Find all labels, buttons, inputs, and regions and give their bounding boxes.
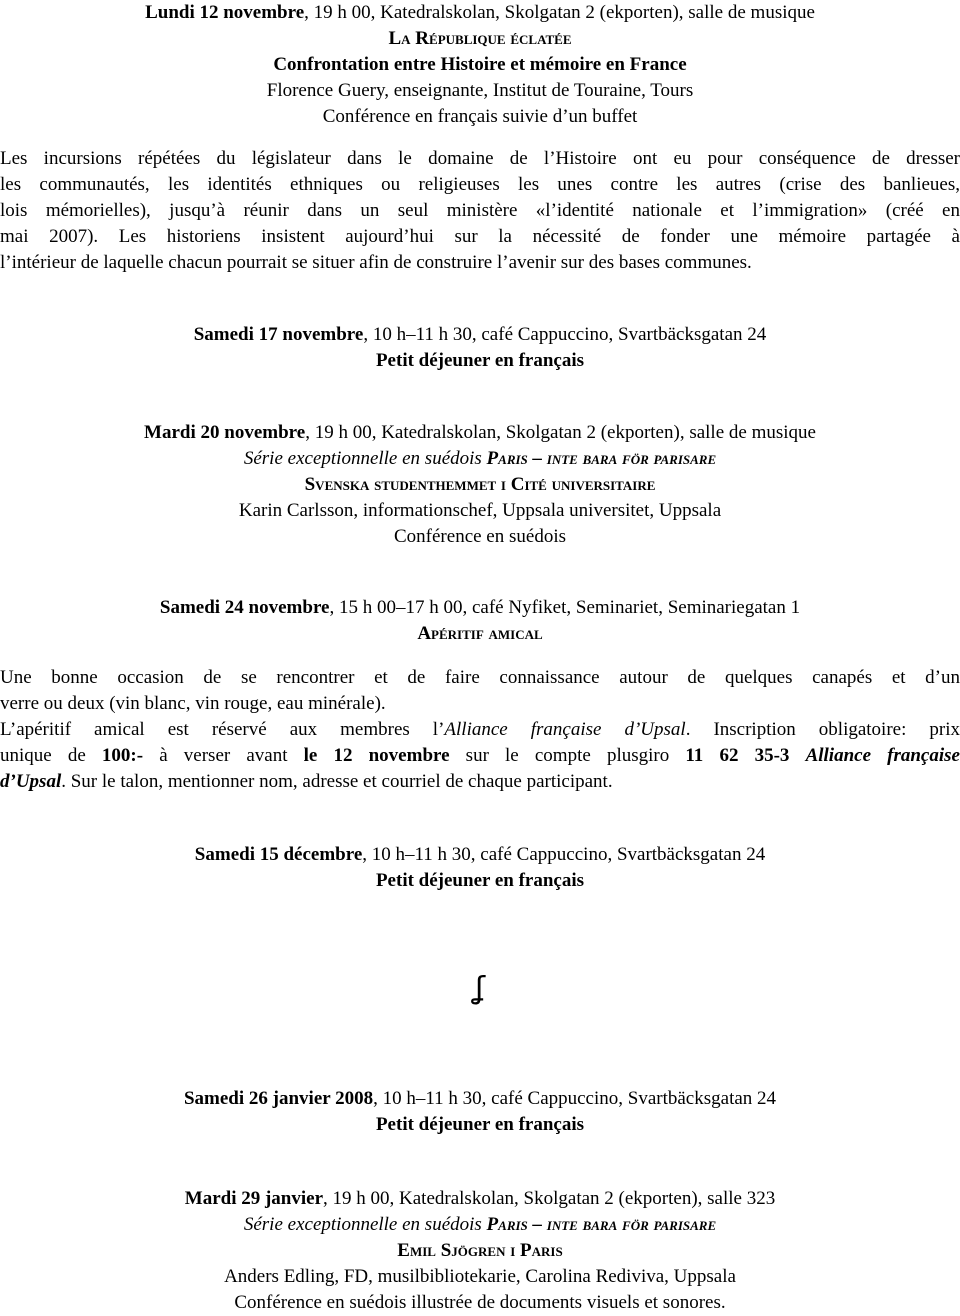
event-date: Samedi 17 novembre [193,324,364,345]
event-title: La République éclatée [388,28,572,49]
registration-text: à verser avant [143,745,304,766]
series-name: Paris – inte bara för parisare [486,1214,717,1235]
event-breakfast-dec15 [0,842,960,894]
event-heading [0,1086,960,1112]
event-date: Samedi 26 janvier 2008 [183,1088,374,1109]
registration-text: . Sur le talon, mentionner nom, adresse et courriel de chaque participant. [61,771,613,792]
event-lecture-sjogren [0,1186,960,1316]
registration-text: . Inscription obligatoire: prix [685,719,960,740]
event-date: Mardi 29 janvier [184,1188,324,1209]
event-date: Samedi 15 décembre [194,844,363,865]
registration-text: sur le compte plusgiro [449,745,686,766]
registration-line [0,769,960,795]
event-speaker: Karin Carlsson, informationschef, Uppsala universitet, Uppsala [238,500,722,521]
registration-text: L’apéritif amical est réservé aux membres l’ [0,719,445,740]
event-details: , 19 h 00, Katedralskolan, Skolgatan 2 (ekporten), salle 323 [323,1188,776,1209]
event-heading [0,322,960,348]
event-heading [0,595,960,621]
price: 100:- [101,745,144,766]
description-line: lois mémorielles), jusqu’à réunir dans un seul ministère «l’identité nationale et l’immigration» (créé en [0,200,960,221]
event-details: , 10 h–11 h 30, café Cappuccino, Svartbäcksgatan 24 [363,324,767,345]
event-date: Samedi 24 novembre [159,597,330,618]
event-heading [0,1186,960,1212]
account-number: 11 62 35-3 [685,745,790,766]
event-title: Apéritif amical [417,623,543,644]
alliance-name: d’Upsal [0,771,62,792]
event-details: , 19 h 00, Katedralskolan, Skolgatan 2 (ekporten), salle de musique [305,422,816,443]
event-subtitle: Confrontation entre Histoire et mémoire en France [273,54,687,75]
alliance-name: Alliance française d’Upsal [444,719,686,740]
description-line: les communautés, les identités ethniques ou religieuses les unes contre les autres (crise des banlieues, [0,174,960,195]
event-speaker: Anders Edling, FD, musilbibliotekarie, Carolina Rediviva, Uppsala [224,1266,736,1287]
event-title: Petit déjeuner en français [375,1114,585,1135]
event-aperitif [0,595,960,647]
registration-text: unique de [0,745,102,766]
event-date: Lundi 12 novembre [145,2,305,23]
event-details: , 10 h–11 h 30, café Cappuccino, Svartbäcksgatan 24 [373,1088,777,1109]
event-lecture-republique [0,0,960,130]
event-format: Conférence en suédois illustrée de documents visuels et sonores. [234,1292,726,1313]
description-line: Les incursions répétées du législateur dans le domaine de l’Histoire ont eu pour conséquence de dresser [0,148,960,169]
event-title: Emil Sjögren i Paris [397,1240,563,1261]
event-heading [0,842,960,868]
event-title: Svenska studenthemmet i Cité universitaire [304,474,656,495]
registration-line [0,743,960,769]
event-format: Conférence en français suivie d’un buffet [322,106,638,127]
alliance-name: Alliance française [805,745,960,766]
decorative-ornament: ʆ [474,971,486,1006]
event-heading [0,420,960,446]
event-description [0,146,960,276]
event-date: Mardi 20 novembre [144,422,306,443]
event-details: , 19 h 00, Katedralskolan, Skolgatan 2 (ekporten), salle de musique [304,2,815,23]
event-breakfast-jan26 [0,1086,960,1138]
description-line: verre ou deux (vin blanc, vin rouge, eau minérale). [0,693,386,714]
deadline: le 12 novembre [303,745,450,766]
registration-line [0,717,960,743]
event-details: , 15 h 00–17 h 00, café Nyfiket, Seminariet, Seminariegatan 1 [329,597,801,618]
series-prefix: Série exceptionnelle en suédois [243,1214,487,1235]
event-series [0,1212,960,1238]
event-title: Petit déjeuner en français [375,870,585,891]
event-format: Conférence en suédois [394,526,566,547]
event-lecture-studenthemmet [0,420,960,550]
series-name: Paris – inte bara för parisare [486,448,717,469]
description-line: mai 2007). Les historiens insistent aujourd’hui sur la nécessité de fonder une mémoire partagée à [0,226,960,247]
series-prefix: Série exceptionnelle en suédois [243,448,487,469]
description-line: l’intérieur de laquelle chacun pourrait se situer afin de construire l’avenir sur des bases communes. [0,252,752,273]
event-series [0,446,960,472]
aperitif-description [0,665,960,795]
event-details: , 10 h–11 h 30, café Cappuccino, Svartbäcksgatan 24 [362,844,766,865]
description-line: Une bonne occasion de se rencontrer et de faire connaissance autour de quelques canapés et d’un [0,667,960,688]
event-title: Petit déjeuner en français [375,350,585,371]
event-heading [0,0,960,26]
event-speaker: Florence Guery, enseignante, Institut de Touraine, Tours [266,80,694,101]
event-breakfast-nov17 [0,322,960,374]
